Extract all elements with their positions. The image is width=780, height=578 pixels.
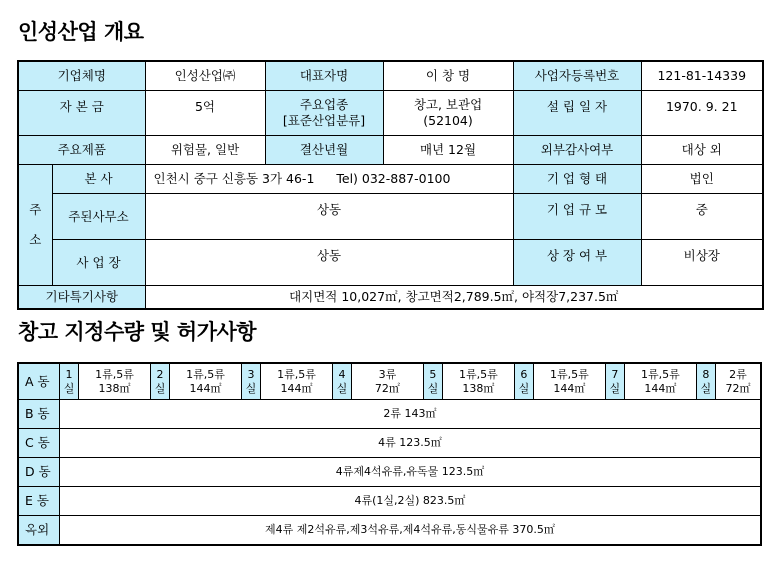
etc-label: 기타특기사항 (18, 286, 145, 310)
room-2-info: 1류,5류 144㎡ (170, 363, 242, 400)
hq-address (145, 165, 513, 194)
address-label-top: 주 (29, 202, 42, 218)
hq-label: 본 사 (52, 165, 145, 194)
storage-permit-table (17, 362, 762, 546)
building-d-label: D 동 (18, 458, 59, 487)
building-e-label: E 동 (18, 487, 59, 516)
room-4-no: 4 실 (332, 363, 351, 400)
ceo-value: 이 창 명 (383, 61, 513, 91)
room-1-no: 1 실 (59, 363, 78, 400)
settle-value: 매년 12월 (383, 136, 513, 165)
building-c-value: 4류 123.5㎡ (59, 429, 761, 458)
room-3-no: 3 실 (241, 363, 260, 400)
audit-value: 대상 외 (641, 136, 763, 165)
industry-value (383, 91, 513, 136)
industry-value-line1: 창고, 보관업 (413, 97, 483, 113)
site-value: 상동 (145, 240, 513, 286)
office-value: 상동 (145, 194, 513, 240)
audit-label: 외부감사여부 (513, 136, 641, 165)
office-label: 주된사무소 (52, 194, 145, 240)
hq-address-text: 인천시 중구 신흥동 3가 46-1 (153, 171, 315, 187)
industry-value-line2: (52104) (423, 113, 473, 128)
room-1-info: 1류,5류 138㎡ (79, 363, 151, 400)
listed-label: 상 장 여 부 (513, 240, 641, 286)
building-a-label: A 동 (18, 363, 59, 400)
bizno-label: 사업자등록번호 (513, 61, 641, 91)
room-4-info: 3류 72㎡ (352, 363, 424, 400)
company-name-label: 기업체명 (18, 61, 145, 91)
room-8-info: 2류 72㎡ (715, 363, 761, 400)
building-c-label: C 동 (18, 429, 59, 458)
room-3-info: 1류,5류 144㎡ (261, 363, 333, 400)
address-label-bottom: 소 (29, 232, 42, 247)
site-label: 사 업 장 (52, 240, 145, 286)
listed-value: 비상장 (641, 240, 763, 286)
building-b-label: B 동 (18, 400, 59, 429)
capital-label: 자 본 금 (18, 91, 145, 136)
overview-title: 인성산업 개요 (18, 20, 144, 44)
settle-label: 결산년월 (265, 136, 383, 165)
room-8-no: 8 실 (696, 363, 715, 400)
storage-title: 창고 지정수량 및 허가사항 (18, 320, 257, 344)
hq-tel: Tel) 032-887-0100 (336, 171, 451, 187)
company-type-value: 법인 (641, 165, 763, 194)
company-type-label: 기 업 형 태 (513, 165, 641, 194)
room-6-info: 1류,5류 144㎡ (533, 363, 605, 400)
outdoor-value: 제4류 제2석유류,제3석유류,제4석유류,동식물유류 370.5㎡ (59, 516, 761, 546)
founded-label: 설 립 일 자 (513, 91, 641, 136)
building-b-value: 2류 143㎡ (59, 400, 761, 429)
product-label: 주요제품 (18, 136, 145, 165)
etc-value: 대지면적 10,027㎡, 창고면적2,789.5㎡, 야적장7,237.5㎡ (145, 286, 763, 310)
product-value: 위험물, 일반 (145, 136, 265, 165)
room-5-info: 1류,5류 138㎡ (443, 363, 515, 400)
room-6-no: 6 실 (514, 363, 533, 400)
capital-value: 5억 (145, 91, 265, 136)
industry-label-line2: [표준산업분류] (282, 113, 366, 128)
room-7-no: 7 실 (605, 363, 624, 400)
founded-value: 1970. 9. 21 (641, 91, 763, 136)
building-d-value: 4류제4석유류,유독물 123.5㎡ (59, 458, 761, 487)
company-name-value: 인성산업㈜ (145, 61, 265, 91)
room-7-info: 1류,5류 144㎡ (624, 363, 696, 400)
room-5-no: 5 실 (423, 363, 442, 400)
building-e-value: 4류(1실,2실) 823.5㎡ (59, 487, 761, 516)
ceo-label: 대표자명 (265, 61, 383, 91)
address-label (18, 165, 52, 286)
room-2-no: 2 실 (150, 363, 169, 400)
bizno-value: 121-81-14339 (641, 61, 763, 91)
company-overview-table (17, 60, 764, 310)
company-size-value: 중 (641, 194, 763, 240)
industry-label-line1: 주요업종 (299, 97, 349, 113)
industry-label (265, 91, 383, 136)
outdoor-label: 옥외 (18, 516, 59, 546)
company-size-label: 기 업 규 모 (513, 194, 641, 240)
